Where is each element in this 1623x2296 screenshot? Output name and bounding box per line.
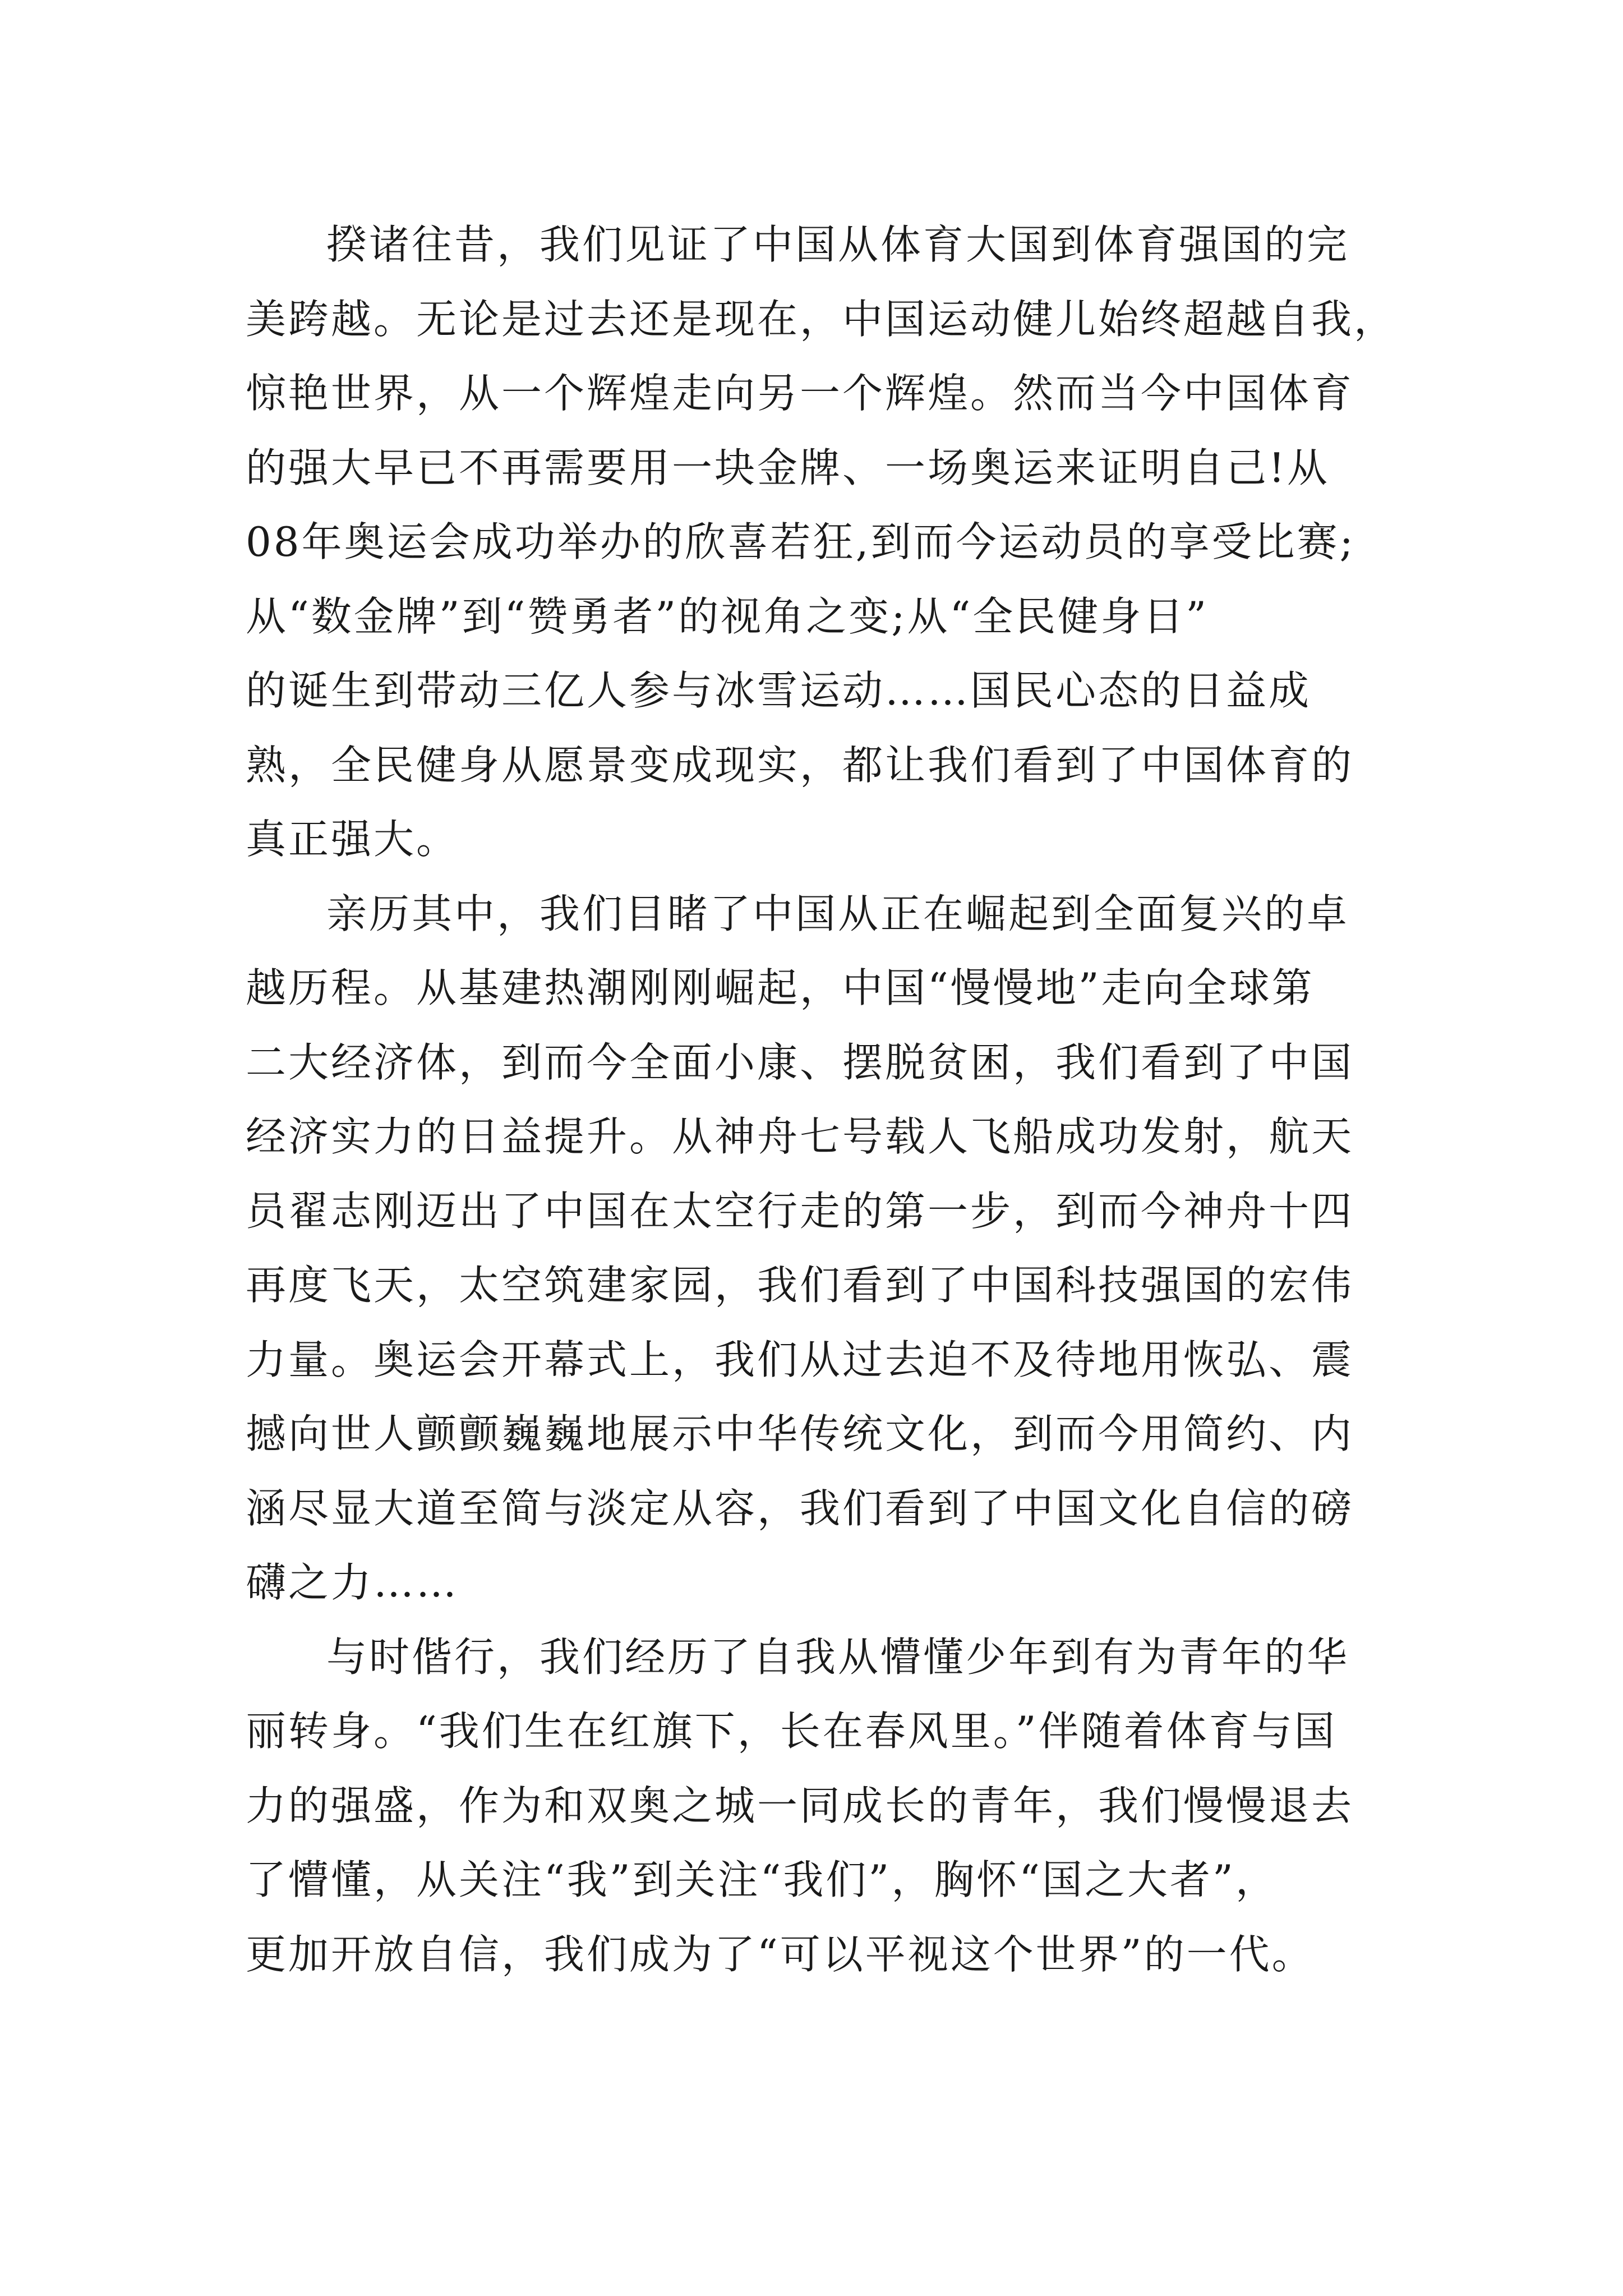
text-line: 的诞生到带动三亿人参与冰雪运动……国民心态的日益成 (246, 667, 1312, 714)
text-line: 撼向世人颤颤巍巍地展示中华传统文化，到而今用简约、内 (246, 1410, 1354, 1457)
text-line: 美跨越。无论是过去还是现在，中国运动健儿始终超越自我， (246, 295, 1397, 343)
paragraph-1 (246, 208, 1401, 877)
text-line: 了懵懂，从关注“我”到关注“我们”，胸怀“国之大者”， (246, 1856, 1278, 1903)
text-line: 力量。奥运会开幕式上，我们从过去迫不及待地用恢弘、震 (246, 1336, 1354, 1383)
text-line: 员翟志刚迈出了中国在太空行走的第一步，到而今神舟十四 (246, 1187, 1354, 1235)
text-line: 熟，全民健身从愿景变成现实，都让我们看到了中国体育的 (246, 741, 1354, 789)
text-line: 涵尽显大道至简与淡定从容，我们看到了中国文化自信的磅 (246, 1484, 1354, 1532)
text-line: 丽转身。“我们生在红旗下，长在春风里。”伴随着体育与国 (246, 1708, 1337, 1755)
text-line: 越历程。从基建热潮刚刚崛起，中国“慢慢地”走向全球第 (246, 964, 1315, 1011)
text-line: 真正强大。 (246, 816, 459, 863)
text-line: 的强大早已不再需要用一块金牌、一场奥运来证明自己!从 (246, 444, 1330, 491)
text-line: 从“数金牌”到“赞勇者”的视角之变;从“全民健身日” (246, 592, 1209, 640)
text-line: 经济实力的日益提升。从神舟七号载人飞船成功发射，航天 (246, 1113, 1354, 1160)
text-line: 揆诸往昔，我们见证了中国从体育大国到体育强国的完 (326, 221, 1350, 268)
text-line: 惊艳世界，从一个辉煌走向另一个辉煌。然而当今中国体育 (246, 370, 1354, 417)
text-line: 08年奥运会成功举办的欣喜若狂,到而今运动员的享受比赛; (246, 518, 1355, 565)
text-line: 更加开放自信，我们成为了“可以平视这个世界”的一代。 (246, 1930, 1315, 1978)
document-body (246, 208, 1401, 1991)
text-line: 再度飞天，太空筑建家园，我们看到了中国科技强国的宏伟 (246, 1262, 1354, 1309)
paragraph-3 (246, 1620, 1401, 1992)
text-line: 亲历其中，我们目睹了中国从正在崛起到全面复兴的卓 (326, 890, 1350, 937)
text-line: 与时偕行，我们经历了自我从懵懂少年到有为青年的华 (326, 1633, 1350, 1681)
text-line: 礴之力…… (246, 1559, 459, 1606)
text-line: 二大经济体，到而今全面小康、摆脱贫困，我们看到了中国 (246, 1038, 1354, 1086)
text-line: 力的强盛，作为和双奥之城一同成长的青年，我们慢慢退去 (246, 1782, 1354, 1829)
paragraph-2 (246, 877, 1401, 1620)
